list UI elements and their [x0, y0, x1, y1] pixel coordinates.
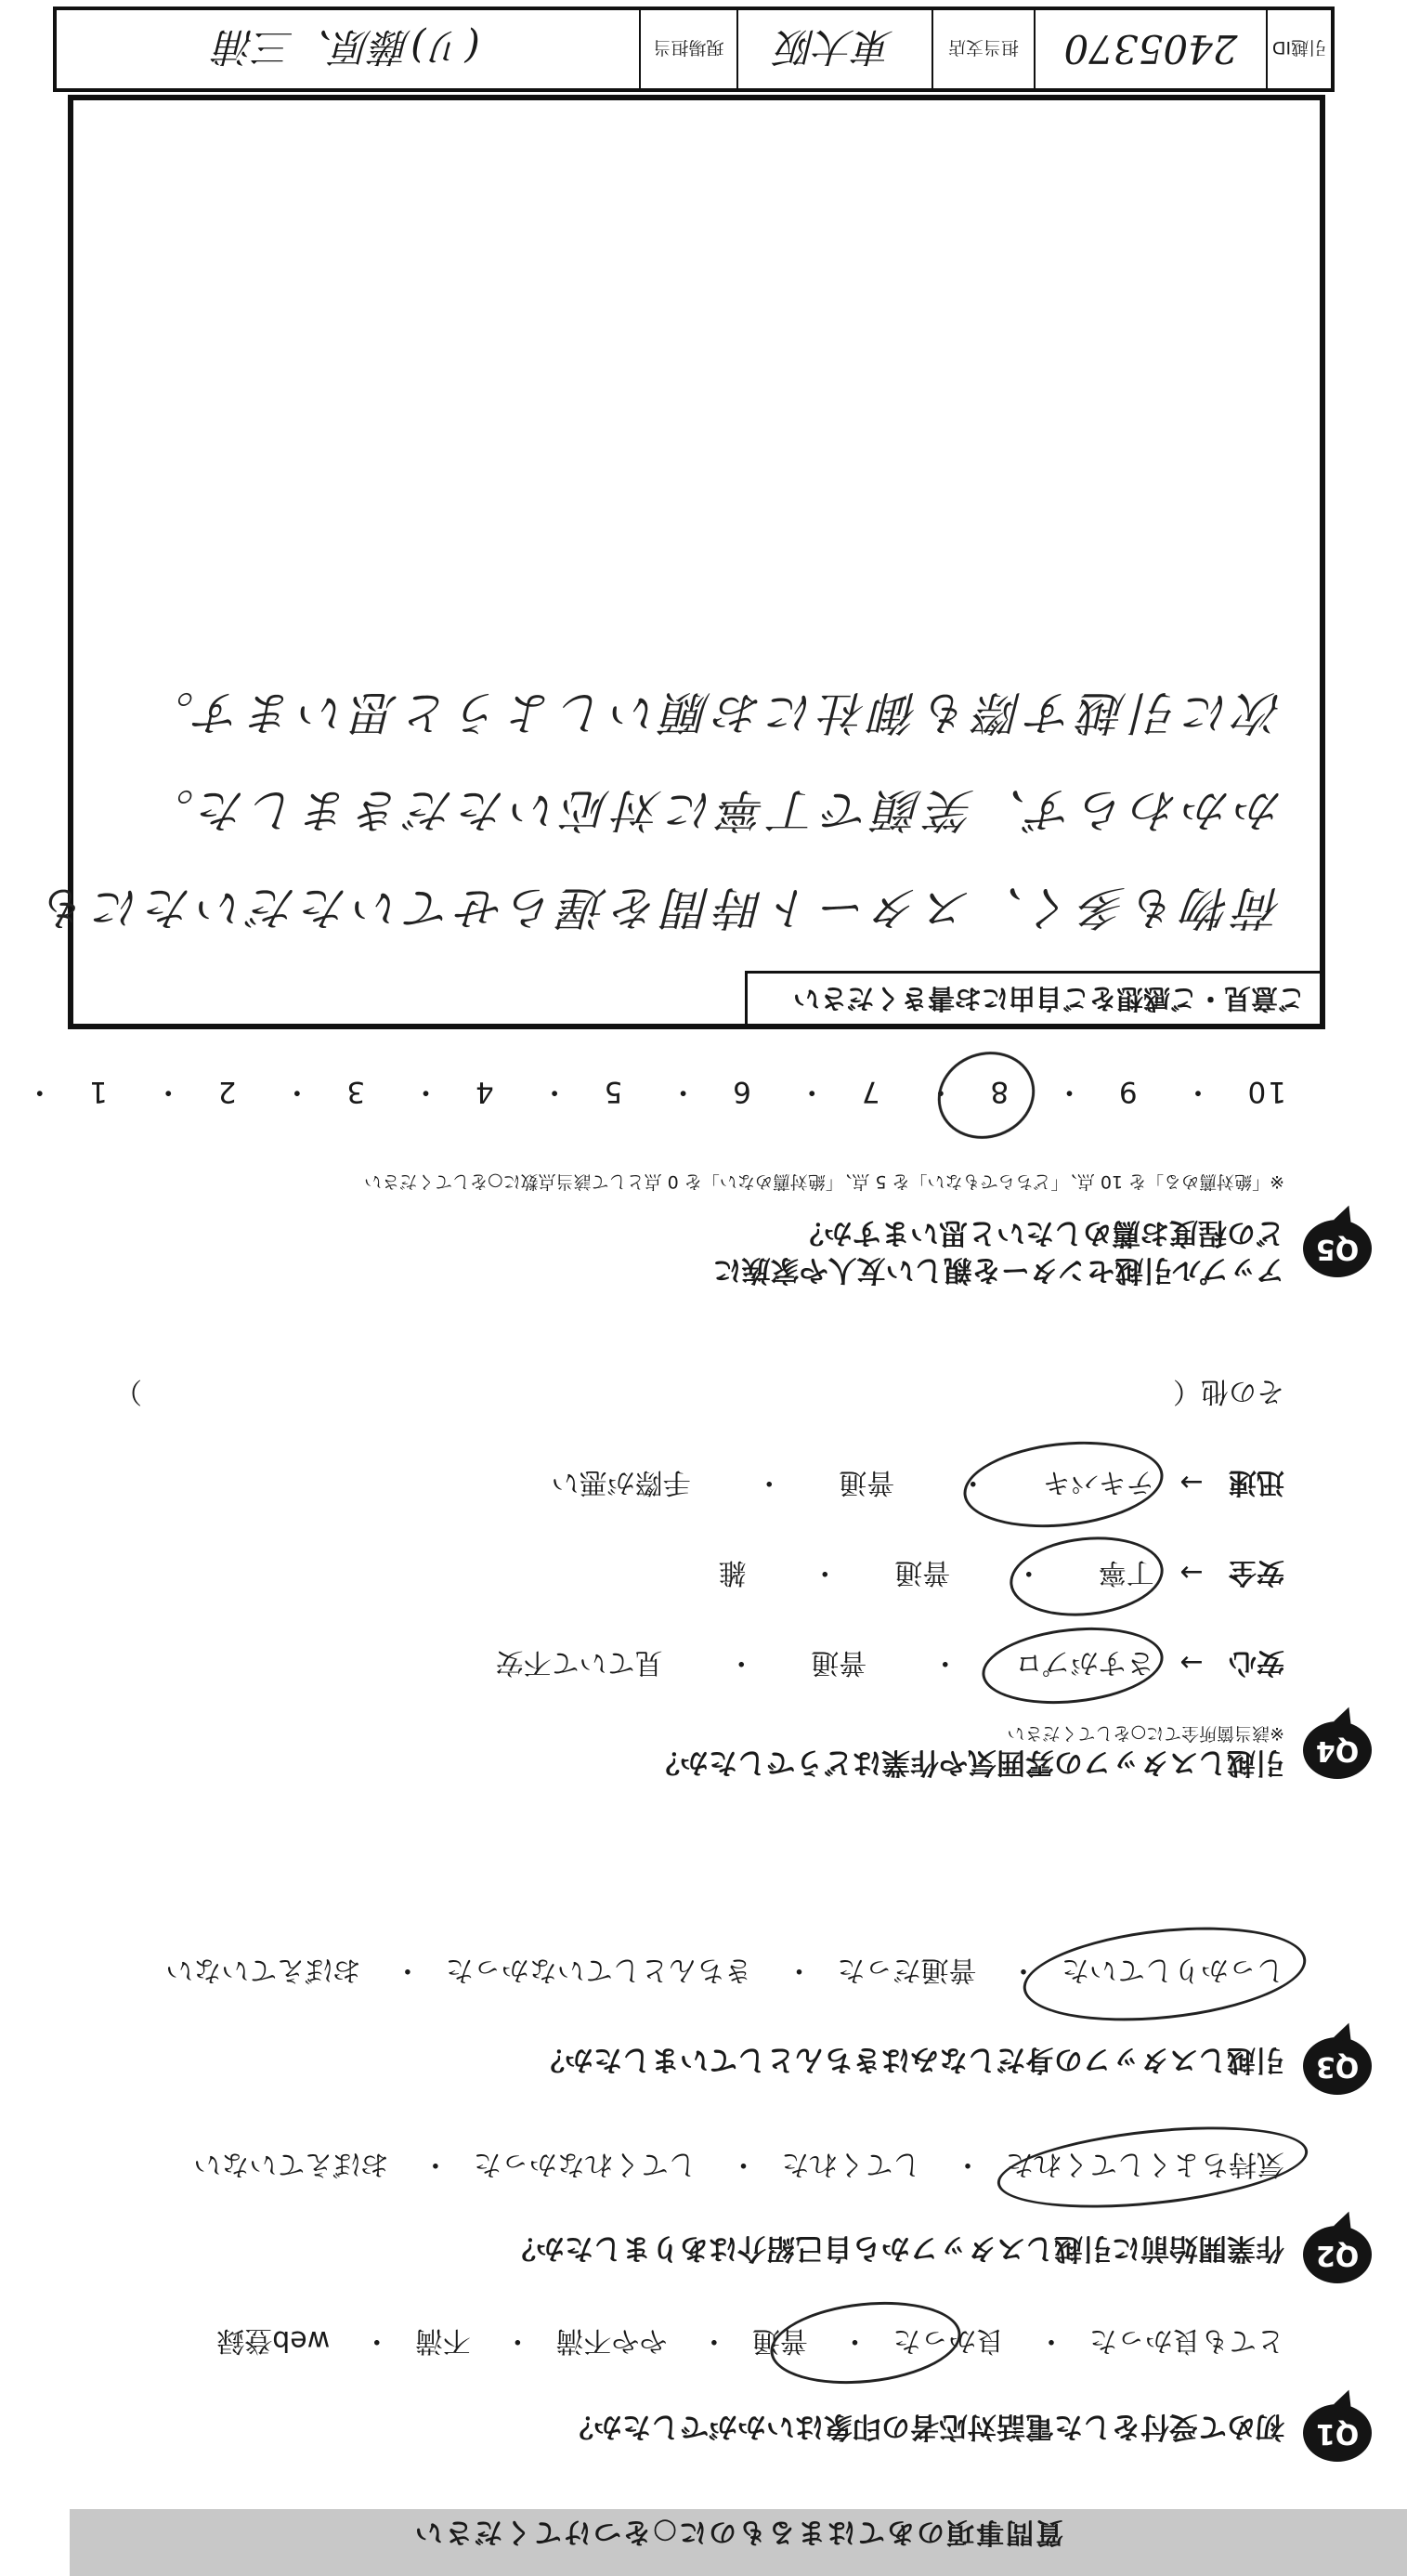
q5-selection-circle: [925, 1039, 1047, 1153]
id-label: 引越ID: [1266, 10, 1331, 88]
q1-option-5[interactable]: 不満: [414, 2324, 471, 2357]
q4-badge: Q4: [1303, 1721, 1372, 1779]
q5-question-line2: どの程度お薦めしたいと思いますか？: [795, 1216, 1284, 1249]
arrow-icon: →: [1179, 1466, 1204, 1498]
id-value: 2405370: [1034, 10, 1266, 88]
q2-selection-circle: [994, 2114, 1312, 2221]
instructions-text: 質問事項のあてはまるものに○をつけてください: [412, 2516, 1064, 2548]
scale-7[interactable]: 7: [859, 1075, 880, 1108]
branch-value: 東大阪: [736, 10, 931, 88]
q4-note: ※該当箇所全てに○をしてください: [1007, 1723, 1284, 1744]
q2-option-4[interactable]: おぼえていない: [193, 2148, 389, 2180]
q1-option-2[interactable]: 良かった: [892, 2324, 1005, 2357]
q2-option-1[interactable]: 気持ちよくしてくれた: [1006, 2148, 1284, 2180]
q3-options: しっかりしていた・ 普通だった・ きちんとしていなかった・ おぼえていない: [165, 1954, 1284, 1986]
q4-other-row: [77, 1374, 1284, 1415]
q4-row-jinsoku-label: 迅速: [1229, 1466, 1284, 1498]
q4-jinsoku-option-1[interactable]: テキパキ: [1042, 1466, 1154, 1498]
q1-option-3[interactable]: 普通: [751, 2324, 808, 2357]
q4-anzen-option-2[interactable]: 普通: [894, 1556, 951, 1589]
q2-option-3[interactable]: してくれなかった: [473, 2148, 697, 2180]
comments-label: ご意見・ご感想をご自由にお書きください: [745, 971, 1320, 1024]
scale-5[interactable]: 5: [602, 1075, 623, 1108]
q4-anshin-option-1[interactable]: さすがプロ: [1014, 1646, 1154, 1679]
q5-scale: 10・ 9・ 8・ 7・ 6・ 5・ 4・ 3・ 2・ 1・: [23, 1075, 1286, 1108]
q4-question: 引越しスタッフの雰囲気や作業はどうでしたか？: [651, 1746, 1284, 1779]
leader-value: (リ)藤原、三浦: [215, 24, 480, 70]
q4-anshin-option-2[interactable]: 普通: [811, 1646, 867, 1679]
q3-option-2[interactable]: 普通だった: [837, 1954, 977, 1986]
q4-row-anshin: 安心 → さすがプロ・ 普通・ 見ていて不安: [495, 1646, 1284, 1679]
q3-selection-circle: [1019, 1915, 1310, 2033]
arrow-icon: →: [1179, 1556, 1204, 1589]
q1-badge: Q1: [1303, 2404, 1372, 2462]
scale-1[interactable]: 1: [87, 1075, 108, 1108]
q4-anshin-selection-circle: [978, 1619, 1166, 1712]
q4-jinsoku-option-2[interactable]: 普通: [839, 1466, 895, 1498]
scale-9[interactable]: 9: [1116, 1075, 1138, 1108]
q4-row-anzen: 安全 → 丁寧・ 普通・ 雑: [718, 1556, 1284, 1589]
instructions-band: [70, 2509, 1407, 2576]
scale-3[interactable]: 3: [345, 1075, 366, 1108]
branch-label: 担当支店: [931, 10, 1034, 88]
q1-selection-circle: [766, 2293, 965, 2392]
q3-question: 引越しスタッフの身だしなみはきちんとしていましたか？: [536, 2043, 1284, 2076]
q1-option-1[interactable]: とても良かった: [1089, 2324, 1284, 2357]
comment-line-3: 次に引越す際も御社にお願いしようと思います。: [142, 686, 1283, 739]
q4-row-anzen-label: 安全: [1229, 1556, 1284, 1589]
q4-other-close: ）: [114, 1375, 142, 1407]
comment-line-2: かかわらず、笑顔で丁寧に対応いただきました。: [142, 783, 1283, 837]
scale-4[interactable]: 4: [473, 1075, 494, 1108]
q4-anzen-option-1[interactable]: 丁寧: [1098, 1556, 1154, 1589]
scale-6[interactable]: 6: [731, 1075, 751, 1108]
staff-info-table: [53, 7, 1335, 92]
q5-question-line1: アップル引越センターを親しい友人や家族に: [712, 1253, 1284, 1287]
q5-badge: Q5: [1303, 1220, 1372, 1277]
comments-box[interactable]: [36, 95, 1325, 1029]
comment-line-1: 荷物も多く、スタート時間を遅らせていただいたにも: [36, 881, 1283, 935]
q3-option-4[interactable]: おぼえていない: [165, 1954, 361, 1986]
q1-options: とても良かった・ 良かった・ 普通・ やや不満・ 不満・ web登録: [216, 2324, 1284, 2357]
leader-label: 現場担当: [639, 10, 736, 88]
q4-other-label: その他（: [1173, 1375, 1284, 1407]
scale-10[interactable]: 10: [1245, 1075, 1286, 1108]
q4-anzen-selection-circle: [1006, 1530, 1167, 1624]
q2-options: 気持ちよくしてくれた・ してくれた・ してくれなかった・ おぼえていない: [193, 2148, 1284, 2180]
q2-question: 作業開始前に引越しスタッフから自己紹介はありましたか？: [507, 2231, 1284, 2265]
scale-8[interactable]: 8: [988, 1075, 1010, 1108]
q3-option-1[interactable]: しっかりしていた: [1062, 1954, 1284, 1986]
q4-jinsoku-selection-circle: [959, 1432, 1167, 1536]
scale-2[interactable]: 2: [215, 1075, 237, 1108]
q1-option-4[interactable]: やや不満: [555, 2324, 668, 2357]
q4-anzen-option-3[interactable]: 雑: [718, 1556, 747, 1589]
q1-question: 初めて受付をした電話対応者の印象はいかがでしたか？: [565, 2410, 1284, 2443]
arrow-icon: →: [1179, 1646, 1204, 1679]
q4-row-anshin-label: 安心: [1229, 1646, 1284, 1679]
q5-note: ※「絶対薦める」を 10 点、「どちらでもない」を 5 点、「絶対薦めない」を 0 点として該当点数に○をしてください: [364, 1171, 1284, 1192]
q4-anshin-option-3[interactable]: 見ていて不安: [495, 1646, 663, 1679]
q1-option-6[interactable]: web登録: [216, 2324, 331, 2357]
q2-option-2[interactable]: してくれた: [781, 2148, 921, 2180]
q2-badge: Q2: [1303, 2226, 1372, 2283]
q4-row-jinsoku: 迅速 → テキパキ・ 普通・ 手際が悪い: [551, 1466, 1284, 1498]
q3-badge: Q3: [1303, 2037, 1372, 2095]
q3-option-3[interactable]: きちんとしていなかった: [445, 1954, 752, 1986]
q4-jinsoku-option-3[interactable]: 手際が悪い: [551, 1466, 691, 1498]
